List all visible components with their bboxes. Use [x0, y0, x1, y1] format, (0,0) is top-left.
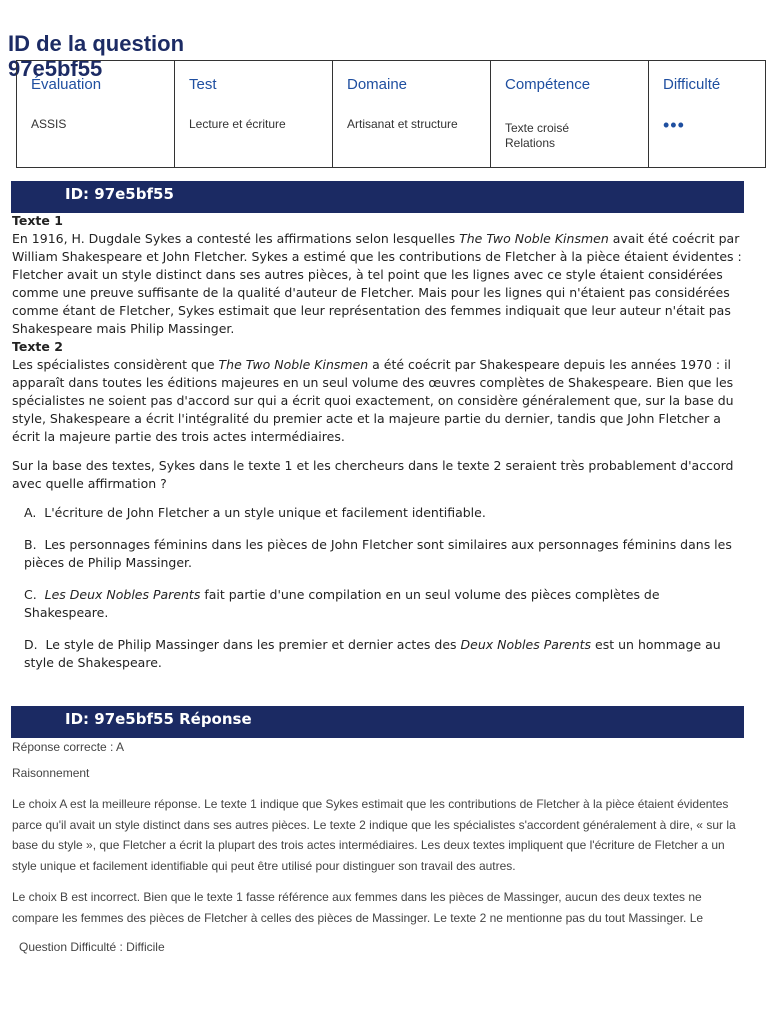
meta-value-test: Lecture et écriture — [189, 117, 286, 131]
text1-paragraph: En 1916, H. Dugdale Sykes a contesté les affirmations selon lesquelles The Two Noble Kinsmen avait été coécrit par William Shakespeare et John Fletcher. Sykes a estimé que les contributions de Fletcher à la pièce étaient évidentes : Fletcher avait un style distinct dans ses autres pièces, à tel point que les lignes avec ce style étaient considérées comme une preuve suffisante de la qualité d'auteur de Fletcher. Mais pour les lignes qui n'étaient pas considérées comme étant de Fletcher, Sykes estimait que leur représentation des femmes indiquait que leur auteur n'était pas Shakespeare mais Philip Massinger. — [12, 231, 742, 336]
text2-paragraph: Les spécialistes considèrent que The Two Noble Kinsmen a été coécrit par Shakespeare depuis les années 1970 : il apparaît dans toutes les éditions majeures en un seul volume des œuvres complètes de Shakespeare. Bien que les spécialistes ne soient pas d'accord sur qui a écrit quoi exactement, on considère généralement que, sur la base du style, Shakespeare a écrit l'intégralité du premier acte et la majeure partie du dernier, tandis que John Fletcher a écrit la majeure partie des trois actes intermédiaires. — [12, 357, 734, 444]
meta-label-domain: Domaine — [347, 76, 408, 93]
question-meta-table — [16, 60, 766, 168]
meta-cell-skill — [491, 61, 649, 168]
meta-label-difficulty: Difficulté — [663, 76, 721, 93]
meta-label-assessment: Évaluation — [31, 76, 102, 93]
text1-label: Texte 1 — [12, 213, 63, 228]
meta-cell-test — [175, 61, 333, 168]
difficulty-dots-icon: ••• — [663, 115, 685, 135]
meta-value-assessment: ASSIS — [31, 117, 67, 131]
answer-band-title: ID: 97e5bf55 Réponse — [65, 710, 252, 728]
meta-label-skill: Compétence — [505, 76, 591, 93]
reasoning-label: Raisonnement — [12, 765, 90, 780]
correct-answer: Réponse correcte : A — [12, 740, 125, 754]
question-band — [11, 181, 744, 213]
choice-d[interactable]: D. Le style de Philip Massinger dans les premier et dernier actes des Deux Nobles Parents est un hommage au style de Shakespeare. — [24, 637, 721, 670]
meta-cell-assessment — [17, 61, 175, 168]
question-band-title: ID: 97e5bf55 — [65, 185, 174, 203]
meta-label-test: Test — [189, 76, 217, 93]
choice-b[interactable]: B. Les personnages féminins dans les pièces de John Fletcher sont similaires aux personnages féminins dans les pièces de Philip Massinger. — [24, 537, 732, 570]
explanation-choice-a: Le choix A est la meilleure réponse. Le texte 1 indique que Sykes estimait que les contributions de Fletcher à la pièce étaient évidentes parce qu'il avait un style distinct dans ses autres pièces. Le texte 2 indique que les spécialistes s'accordent généralement à dire, « sur la base du style », que Fletcher a écrit la plupart des trois actes intermédiaires. Les deux textes impliquent que l'écriture de Fletcher a un style unique et facilement identifiable qui peut être utilisé pour distinguer son travail des autres. — [12, 797, 736, 873]
text2-label: Texte 2 — [12, 339, 63, 354]
choice-a[interactable]: A. L'écriture de John Fletcher a un style unique et facilement identifiable. — [24, 505, 486, 520]
explanation-choice-b: Le choix B est incorrect. Bien que le texte 1 fasse référence aux femmes dans les pièces de Massinger, aucun des deux textes ne compare les femmes des pièces de Fletcher à celles des pièces de Massinger. Le texte 2 ne mentionne pas du tout Massinger. Le — [12, 890, 704, 925]
meta-value-domain: Artisanat et structure — [347, 117, 458, 131]
question-difficulty: Question Difficulté : Difficile — [19, 940, 165, 954]
meta-cell-domain — [333, 61, 491, 168]
question-prompt: Sur la base des textes, Sykes dans le texte 1 et les chercheurs dans le texte 2 seraient très probablement d'accord avec quelle affirmation ? — [12, 458, 734, 491]
question-body — [12, 212, 744, 672]
choice-c[interactable]: C. Les Deux Nobles Parents fait partie d'une compilation en un seul volume des pièces complètes de Shakespeare. — [24, 587, 660, 620]
answer-body — [12, 737, 748, 958]
meta-value-skill: Texte croisé Relations — [505, 121, 570, 150]
meta-cell-difficulty — [649, 61, 766, 168]
answer-band — [11, 706, 744, 738]
question-id-title: ID de la question 97e5bf55 — [8, 31, 185, 81]
